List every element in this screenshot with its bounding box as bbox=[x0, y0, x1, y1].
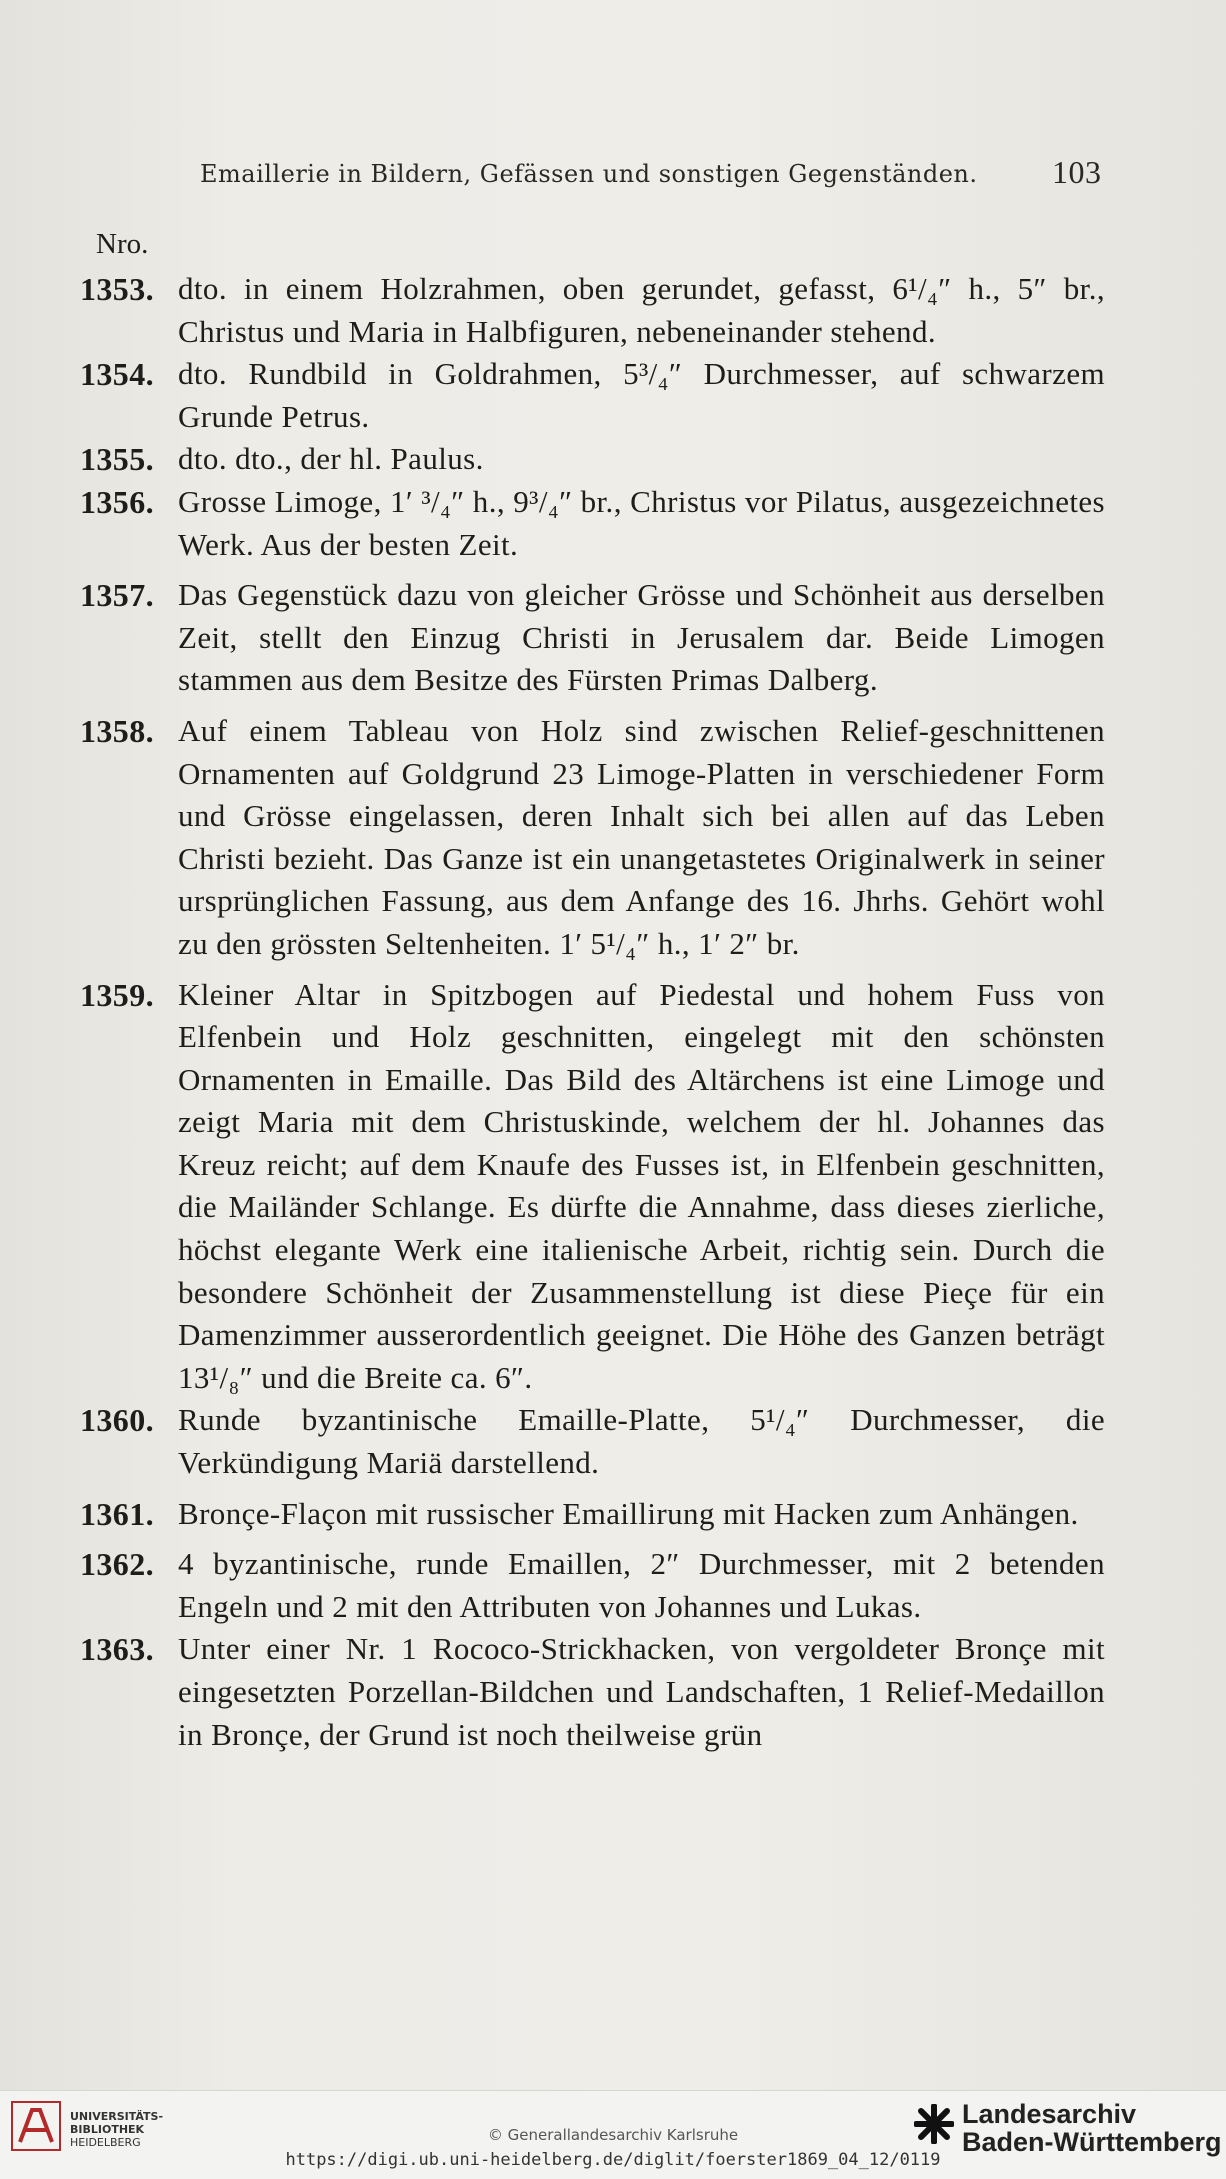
archive-star-icon bbox=[914, 2104, 954, 2144]
entry-number: 1356. bbox=[80, 483, 154, 520]
catalog-entry bbox=[80, 1493, 1105, 1536]
catalog-entry bbox=[80, 1543, 1105, 1628]
entry-number: 1353. bbox=[80, 271, 154, 307]
entry-text: dto. in einem Holzrahmen, oben gerundet, gefasst, 6¹/₄″ h., 5″ br., Christus und Maria in Halbfiguren, nebeneinander stehend. bbox=[178, 271, 1105, 349]
copyright-notice: © Generallandesarchiv Karlsruhe bbox=[487, 2126, 739, 2144]
library-name-line: BIBLIOTHEK bbox=[70, 2123, 145, 2136]
entry-number: 1358. bbox=[80, 712, 154, 749]
page-number: 103 bbox=[1052, 154, 1102, 190]
catalog-entry bbox=[80, 481, 1105, 566]
catalog-entry bbox=[80, 438, 1105, 481]
entry-text: Bronçe-Flaçon mit russischer Emaillirung mit Hacken zum Anhängen. bbox=[178, 1495, 1079, 1531]
archive-name-line1: Landesarchiv bbox=[962, 2099, 1137, 2129]
catalog-entry bbox=[80, 974, 1105, 1400]
entry-number: 1361. bbox=[80, 1495, 154, 1532]
landesarchiv-logo-text bbox=[962, 2100, 1222, 2156]
entry-number: 1354. bbox=[80, 356, 154, 393]
permalink-url[interactable]: https://digi.ub.uni-heidelberg.de/diglit/foerster1869_04_12/0119 bbox=[285, 2150, 941, 2170]
entry-text: Runde byzantinische Emaille-Platte, 5¹/₄″ Durchmesser, die Verkündigung Mariä darstellend. bbox=[178, 1402, 1105, 1481]
catalog-entry bbox=[80, 353, 1105, 438]
entry-text: Kleiner Altar in Spitzbogen auf Piedestal und hohem Fuss von Elfenbein und Holz geschnitten, eingelegt mit den schönsten Ornamenten in Emaille. Das Bild des Altärchens ist eine Limoge und zeigt Maria mit dem Christuskinde, welchem der hl. Johannes das Kreuz reicht; auf dem Knaufe des Fusses ist, in Elfenbein geschnitten, die Mailänder Schlange. Es dürfte die Annahme, dass dieses zierliche, höchst elegante Werk eine italienische Arbeit, richtig sein. Durch die besondere Schönheit der Zusammenstellung ist diese Pieçe für ein Damenzimmer ausserordentlich geeignet. Die Höhe des Ganzen beträgt 13¹/₈″ und die Breite ca. 6″. bbox=[178, 976, 1105, 1395]
entry-text: Auf einem Tableau von Holz sind zwischen Relief-geschnittenen Ornamenten auf Goldgrund 23 Limoge-Platten in verschiedener Form und Grösse eingelassen, deren Inhalt sich bei allen auf das Leben Christi bezieht. Das Ganze ist ein unangetastetes Originalwerk in seiner ursprünglichen Fassung, aus dem Anfange des 16. Jhrhs. Gehört wohl zu den grössten Seltenheiten. 1′ 5¹/₄″ h., 1′ 2″ br. bbox=[178, 712, 1105, 961]
library-name-line: HEIDELBERG bbox=[70, 2136, 141, 2149]
running-title: Emaillerie in Bildern, Gefässen und sonstigen Gegenständen. bbox=[200, 160, 978, 188]
library-name-line: UNIVERSITÄTS- bbox=[70, 2110, 164, 2123]
catalog-entry bbox=[80, 574, 1105, 702]
archive-name-line2: Baden-Württemberg bbox=[962, 2127, 1222, 2157]
catalog-entries bbox=[80, 268, 1105, 1756]
running-head bbox=[200, 154, 1102, 190]
entry-number: 1360. bbox=[80, 1402, 154, 1439]
entry-number: 1355. bbox=[80, 441, 154, 478]
entry-text: Grosse Limoge, 1′ ³/₄″ h., 9³/₄″ br., Christus vor Pilatus, ausgezeichnetes Werk. Aus der besten Zeit. bbox=[178, 483, 1105, 562]
entry-text: Das Gegenstück dazu von gleicher Grösse und Schönheit aus derselben Zeit, stellt den Einzug Christi in Jerusalem dar. Beide Limogen stammen aus dem Besitze des Fürsten Primas Dalberg. bbox=[178, 577, 1105, 698]
entry-number: 1362. bbox=[80, 1546, 154, 1583]
catalog-entry bbox=[80, 710, 1105, 966]
entry-number: 1357. bbox=[80, 577, 154, 614]
entry-number: 1363. bbox=[80, 1631, 154, 1668]
nro-label: Nro. bbox=[96, 228, 149, 260]
entry-text: Unter einer Nr. 1 Rococo-Strickhacken, von vergoldeter Bronçe mit eingesetzten Porzellan-Bildchen und Landschaften, 1 Relief-Medaillon in Bronçe, der Grund ist noch theilweise grün bbox=[178, 1631, 1105, 1752]
catalog-entry bbox=[80, 1399, 1105, 1484]
entry-number: 1359. bbox=[80, 976, 154, 1013]
catalog-entry bbox=[80, 1628, 1105, 1756]
catalog-entry bbox=[80, 268, 1105, 353]
entry-text: dto. Rundbild in Goldrahmen, 5³/₄″ Durchmesser, auf schwarzem Grunde Petrus. bbox=[178, 356, 1105, 434]
entry-text: 4 byzantinische, runde Emaillen, 2″ Durchmesser, mit 2 betenden Engeln und 2 mit den Attributen von Johannes und Lukas. bbox=[178, 1546, 1105, 1624]
entry-text: dto. dto., der hl. Paulus. bbox=[178, 441, 484, 477]
